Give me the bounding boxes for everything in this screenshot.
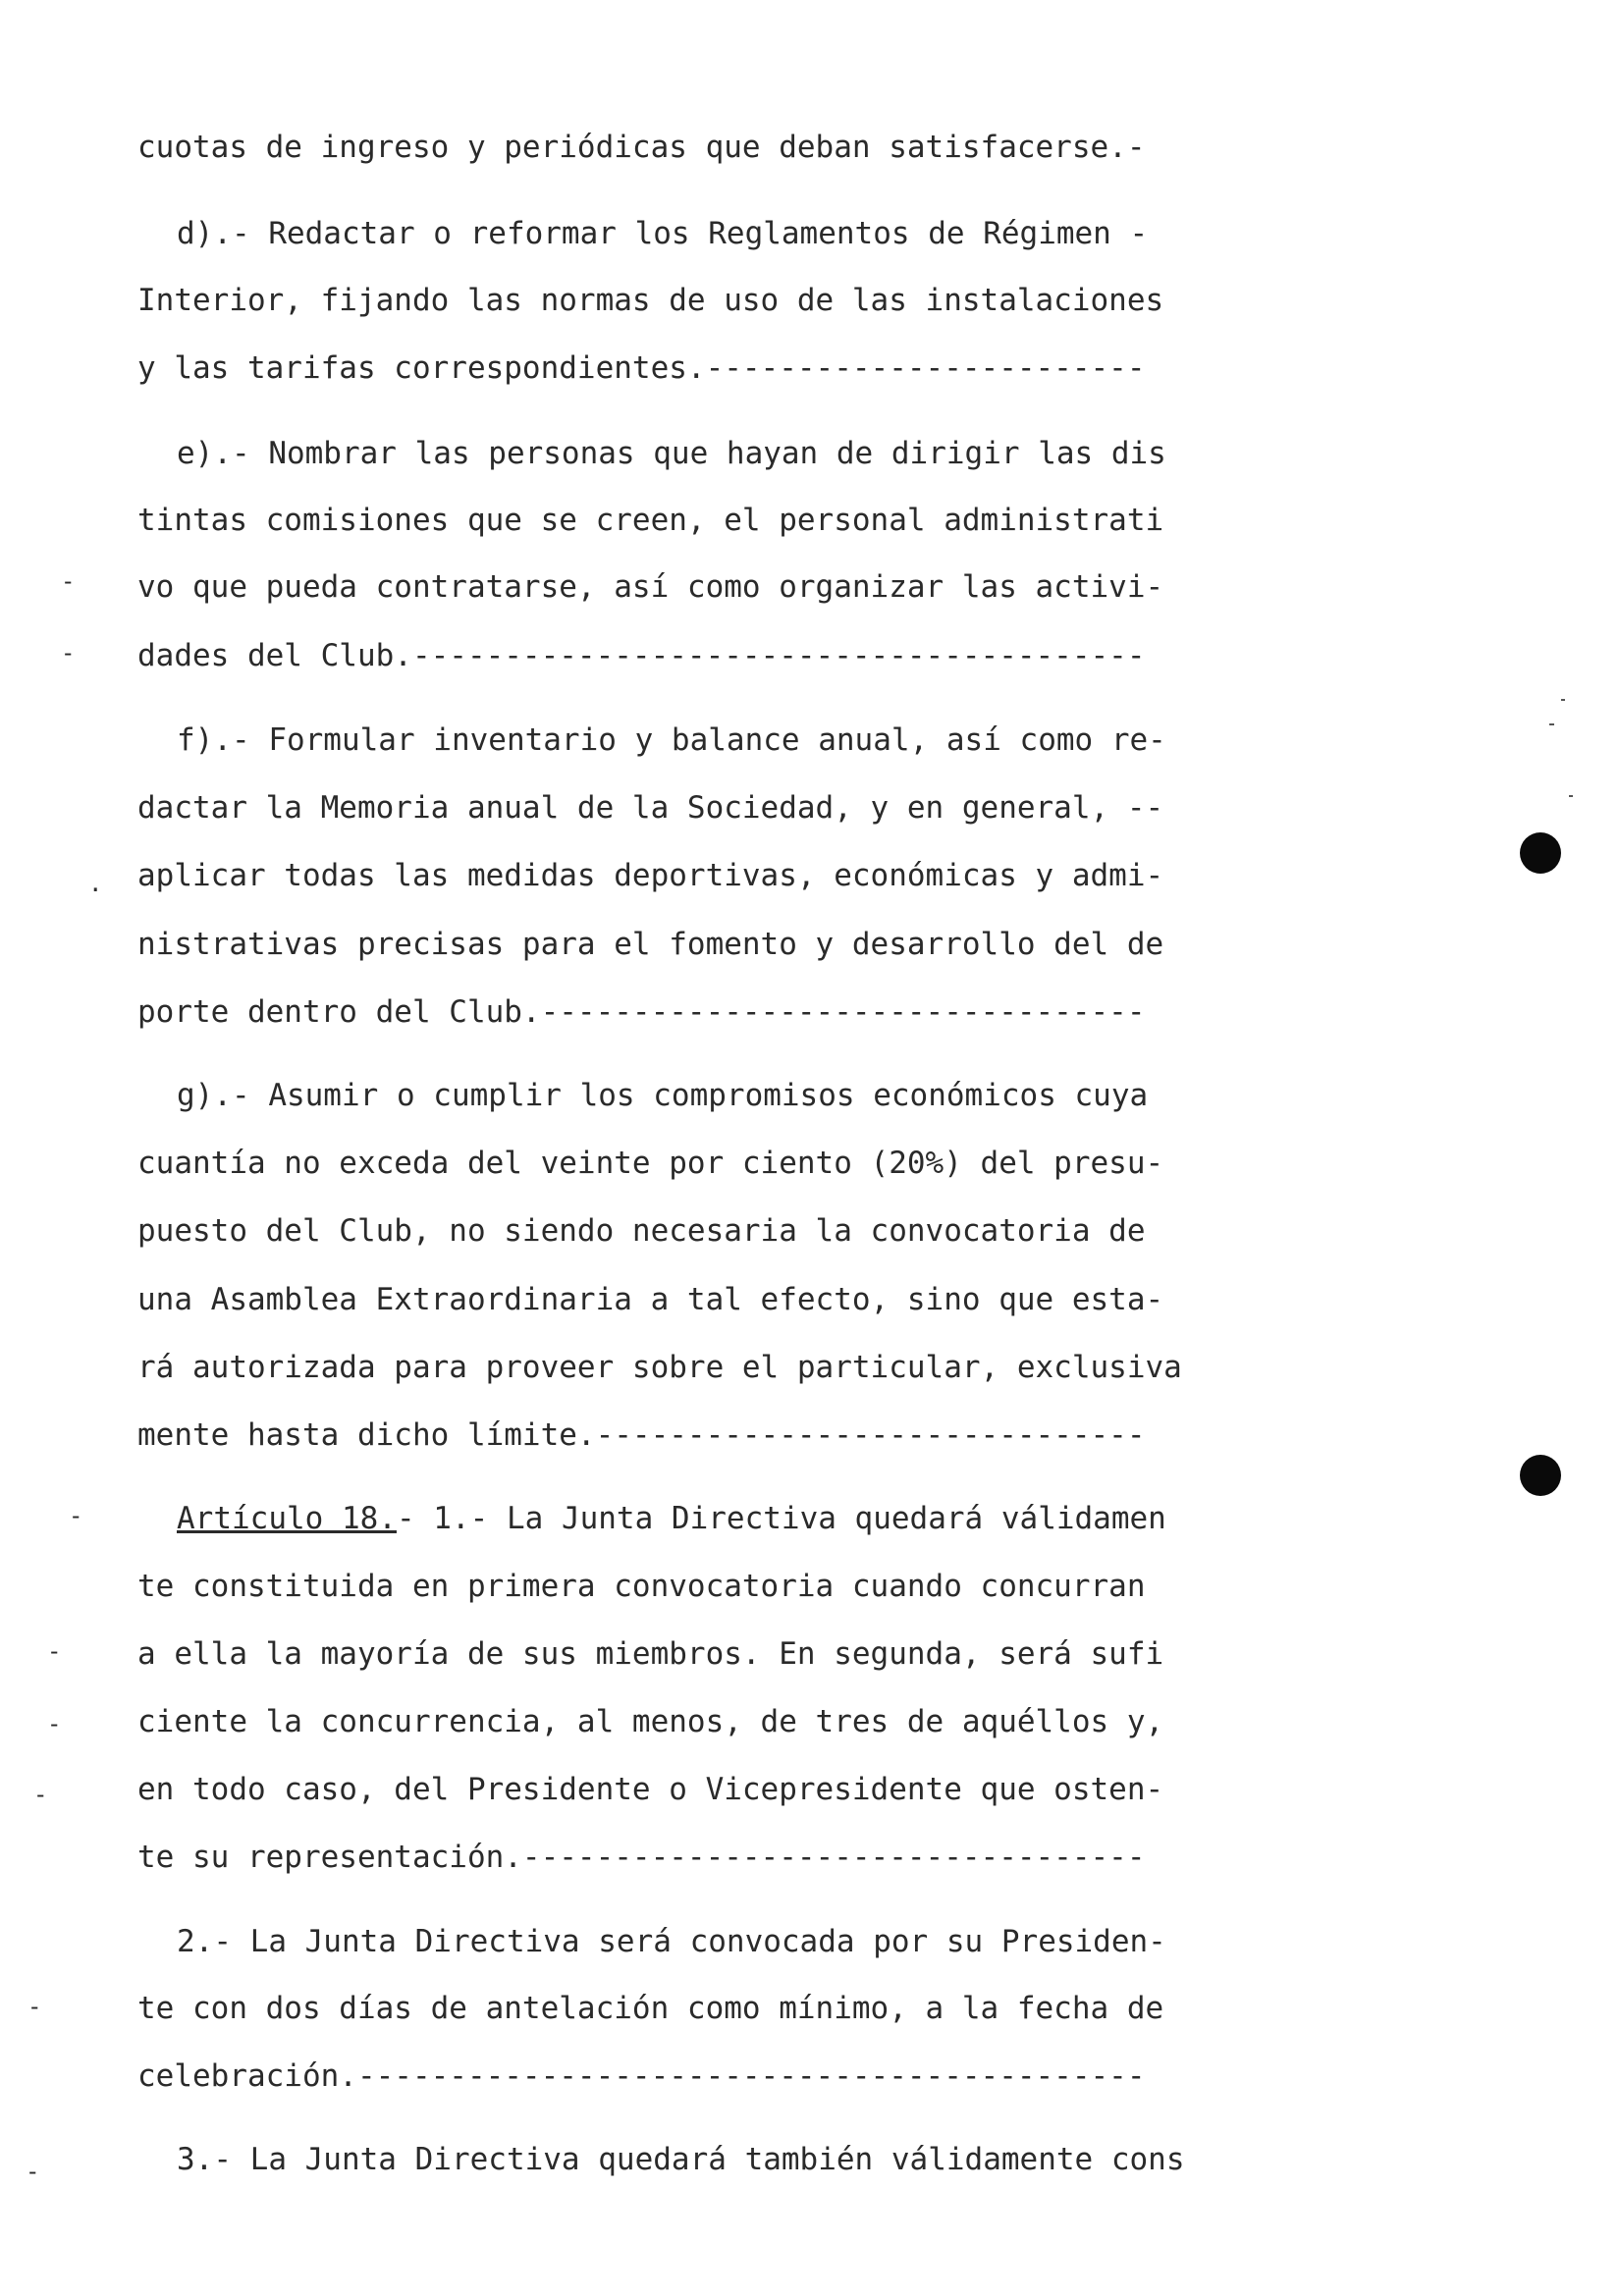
text-line: te su representación.---------------------------------- xyxy=(137,1840,1146,1875)
punch-hole-upper xyxy=(1520,832,1561,874)
text-line: g).- Asumir o cumplir los compromisos económicos cuya xyxy=(177,1078,1149,1113)
text-line: una Asamblea Extraordinaria a tal efecto, sino que esta- xyxy=(137,1282,1164,1317)
text-line: dactar la Memoria anual de la Sociedad, y en general, -- xyxy=(137,790,1164,826)
text-line: porte dentro del Club.--------------------------------- xyxy=(137,994,1146,1030)
margin-mark: . xyxy=(88,870,103,897)
text-line: celebración.------------------------------------------- xyxy=(137,2058,1146,2094)
text-line: 3.- La Junta Directiva quedará también válidamente cons xyxy=(177,2142,1185,2177)
text-line: 2.- La Junta Directiva será convocada por su Presiden- xyxy=(177,1924,1166,1959)
text-line: tintas comisiones que se creen, el personal administrati xyxy=(137,503,1164,538)
article-18-line xyxy=(177,1499,1306,1538)
text-line: vo que pueda contratarse, así como organizar las activi- xyxy=(137,569,1164,605)
punch-hole-lower xyxy=(1520,1455,1561,1496)
margin-mark: - xyxy=(27,1993,42,2020)
text-line: te constituida en primera convocatoria cuando concurran xyxy=(137,1569,1146,1604)
margin-speck xyxy=(1561,699,1565,701)
text-line: puesto del Club, no siendo necesaria la convocatoria de xyxy=(137,1213,1146,1249)
margin-mark: - xyxy=(33,1781,48,1808)
margin-speck xyxy=(1569,795,1573,797)
margin-speck xyxy=(1549,723,1554,725)
text-line: ciente la concurrencia, al menos, de tres de aquéllos y, xyxy=(137,1704,1164,1739)
text-line: e).- Nombrar las personas que hayan de dirigir las dis xyxy=(177,436,1166,471)
text-line: te con dos días de antelación como mínimo, a la fecha de xyxy=(137,1991,1164,2026)
text-line: aplicar todas las medidas deportivas, económicas y admi- xyxy=(137,858,1164,893)
text-line: y las tarifas correspondientes.------------------------ xyxy=(137,350,1146,386)
text-line: en todo caso, del Presidente o Vicepresidente que osten- xyxy=(137,1772,1164,1807)
text-line: cuantía no exceda del veinte por ciento (20%) del presu- xyxy=(137,1146,1164,1181)
article-heading: Artículo 18. xyxy=(177,1501,397,1536)
text-line: dades del Club.---------------------------------------- xyxy=(137,638,1146,673)
text-line: d).- Redactar o reformar los Reglamentos de Régimen - xyxy=(177,216,1149,251)
text-line: f).- Formular inventario y balance anual, así como re- xyxy=(177,722,1166,758)
margin-mark: - xyxy=(47,1710,62,1737)
margin-mark: - xyxy=(26,2158,40,2185)
text-line: Interior, fijando las normas de uso de las instalaciones xyxy=(137,283,1164,318)
text-line: mente hasta dicho límite.------------------------------ xyxy=(137,1417,1146,1453)
margin-mark: - xyxy=(61,639,76,667)
article-text: - 1.- La Junta Directiva quedará válidamen xyxy=(396,1501,1166,1536)
margin-mark: - xyxy=(61,567,76,595)
text-line: a ella la mayoría de sus miembros. En segunda, será sufi xyxy=(137,1636,1164,1672)
text-line: cuotas de ingreso y periódicas que deban satisfacerse.- xyxy=(137,130,1146,165)
text-line: rá autorizada para proveer sobre el particular, exclusiva xyxy=(137,1350,1182,1385)
margin-mark: - xyxy=(69,1502,83,1529)
margin-mark: - xyxy=(47,1637,62,1665)
text-line: nistrativas precisas para el fomento y desarrollo del de xyxy=(137,927,1164,962)
